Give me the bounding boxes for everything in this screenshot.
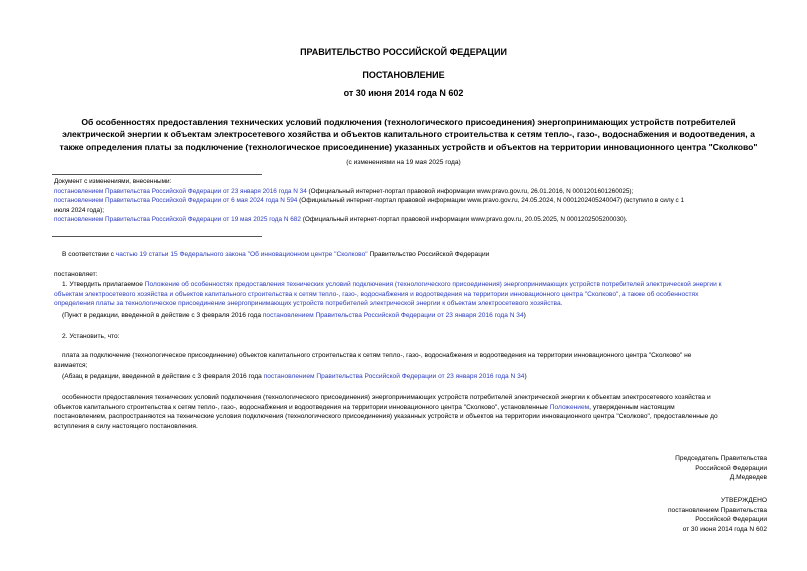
preamble-text: Правительство Российской Федерации xyxy=(367,251,490,258)
changes-note: (с изменениями на 19 мая 2025 года) xyxy=(346,159,461,166)
note-text: ) xyxy=(524,373,527,380)
title-line: Об особенностях предоставления технических условий подключения (технологического присоединения) энергопринимающих устройств потребителей xyxy=(81,117,736,127)
note-text: (Пункт в редакции, введенной в действие с 3 февраля 2016 года xyxy=(62,312,263,319)
amendment-link[interactable]: постановлением Правительства Российской Федерации от 23 января 2016 года N 34 xyxy=(263,373,525,380)
amendment-link[interactable]: постановлением Правительства Российской Федерации от 23 января 2016 года N 34 xyxy=(262,312,524,319)
paragraph-text: объектов капитального строительства к сетям тепло-, газо-, водоснабжения и водоотведения на территории инновационного центра "Сколково", установленные xyxy=(54,403,550,411)
federal-law-link[interactable]: частью 19 статьи 15 Федерального закона "Об инновационном центре "Сколково" xyxy=(115,251,368,258)
signature-position: Председатель Правительства xyxy=(675,455,767,462)
regulation-link[interactable]: объектам электросетевого хозяйства и объектов капитального строительства к сетям тепло-, газо-, водоснабжения и водоотведения на территории инновационного центра "Сколково", а также об особенностях xyxy=(54,290,699,298)
revision-item-cont: июля 2024 года); xyxy=(54,206,104,214)
paragraph-text: взимается; xyxy=(54,361,88,369)
paragraph-text: 1. Утвердить прилагаемое xyxy=(62,281,145,288)
revision-link-2024[interactable]: постановлением Правительства Российской Федерации от 6 мая 2024 года N 594 xyxy=(54,197,298,205)
paragraph-2a-note xyxy=(62,372,767,382)
paragraph-text: вступления в силу настоящего постановления. xyxy=(54,422,198,430)
approval-text: Российской Федерации xyxy=(695,516,767,523)
divider-top xyxy=(52,174,262,175)
paragraph-1 xyxy=(54,280,768,309)
revision-item xyxy=(54,215,769,225)
revision-link-2025[interactable]: постановлением Правительства Российской Федерации от 19 мая 2025 года N 682 xyxy=(54,216,301,224)
paragraph-2b xyxy=(54,393,768,431)
regulation-link[interactable]: Положение об особенностях предоставления технических условий подключения (технологического присоединения) энергопринимающих устройств потребителей электрической энергии к xyxy=(144,281,722,288)
resolves-label: постановляет: xyxy=(54,271,98,278)
revisions-block xyxy=(54,177,769,225)
paragraph-text: , утвержденным настоящим xyxy=(589,403,675,411)
note-text: ) xyxy=(523,312,526,319)
regulation-link[interactable]: Положением xyxy=(549,403,590,411)
paragraph-text: постановлением, распространяются на технические условия подключения (технологического присоединения) указанных устройств и объектов на территории инновационного центра "Сколково", предоставленные до xyxy=(54,413,718,420)
divider-bottom xyxy=(52,236,262,237)
government-header: ПРАВИТЕЛЬСТВО РОССИЙСКОЙ ФЕДЕРАЦИИ xyxy=(300,47,507,57)
title-line: также определения платы за подключение (технологическое присоединение) указанных устройств и объектов на территории инновационного центра "Сколково" xyxy=(59,141,758,152)
note-text: (Абзац в редакции, введенной в действие с 3 февраля 2016 года xyxy=(62,373,264,380)
paragraph-text: особенности предоставления технических условий подключения (технологического присоединения) энергопринимающих устройств потребителей электрической энергии к объектам электросетевого хозяйства и xyxy=(62,394,711,401)
signature-name: Д.Медведев xyxy=(729,474,767,481)
paragraph-2a xyxy=(54,351,768,370)
approval-text: от 30 июня 2014 года N 602 xyxy=(682,525,767,533)
signature-position: Российской Федерации xyxy=(695,464,767,472)
revision-item xyxy=(54,196,769,206)
approval-block xyxy=(567,496,767,534)
paragraph-1-note xyxy=(62,311,767,321)
paragraph-text: плата за подключение (технологическое присоединение) объектов капитального строительства к сетям тепло-, газо-, водоснабжения и водоотведения на территории инновационного центра "Сколково" не xyxy=(62,352,692,359)
preamble xyxy=(62,250,767,260)
title-line: электрической энергии к объектам электросетевого хозяйства и объектов капитального строительства к сетям тепло-, газо-, водоснабжения и водоотведения, а xyxy=(62,129,755,140)
approval-text: постановлением Правительства xyxy=(667,506,767,514)
revisions-intro: Документ с изменениями, внесенными: xyxy=(54,178,172,185)
revision-details: (Официальный интернет-портал правовой информации www.pravo.gov.ru, 24.05.2024, N 0001202405240047) (вступило в силу с 1 xyxy=(297,197,685,205)
document-type: ПОСТАНОВЛЕНИЕ xyxy=(362,70,445,80)
regulation-link[interactable]: определения платы за технологическое присоединение энергопринимающих устройств потребителей электрической энергии к объектам электросетевого хозяйства. xyxy=(54,300,563,307)
revision-details: (Официальный интернет-портал правовой информации www.pravo.gov.ru, 20.05.2025, N 0001202505200030). xyxy=(300,216,628,224)
revision-item xyxy=(54,187,769,197)
preamble-text: В соответствии с xyxy=(62,251,116,258)
revision-link-2016[interactable]: постановлением Правительства Российской Федерации от 23 января 2016 года N 34 xyxy=(54,187,307,195)
approval-heading: УТВЕРЖДЕНО xyxy=(720,497,767,504)
revision-details: (Официальный интернет-портал правовой информации www.pravo.gov.ru, 26.01.2016, N 0001201601260025); xyxy=(306,187,634,195)
document-date-number: от 30 июня 2014 года N 602 xyxy=(343,88,464,98)
paragraph-2: 2. Установить, что: xyxy=(62,333,120,340)
signature-block xyxy=(567,454,767,483)
document-title xyxy=(50,116,767,153)
